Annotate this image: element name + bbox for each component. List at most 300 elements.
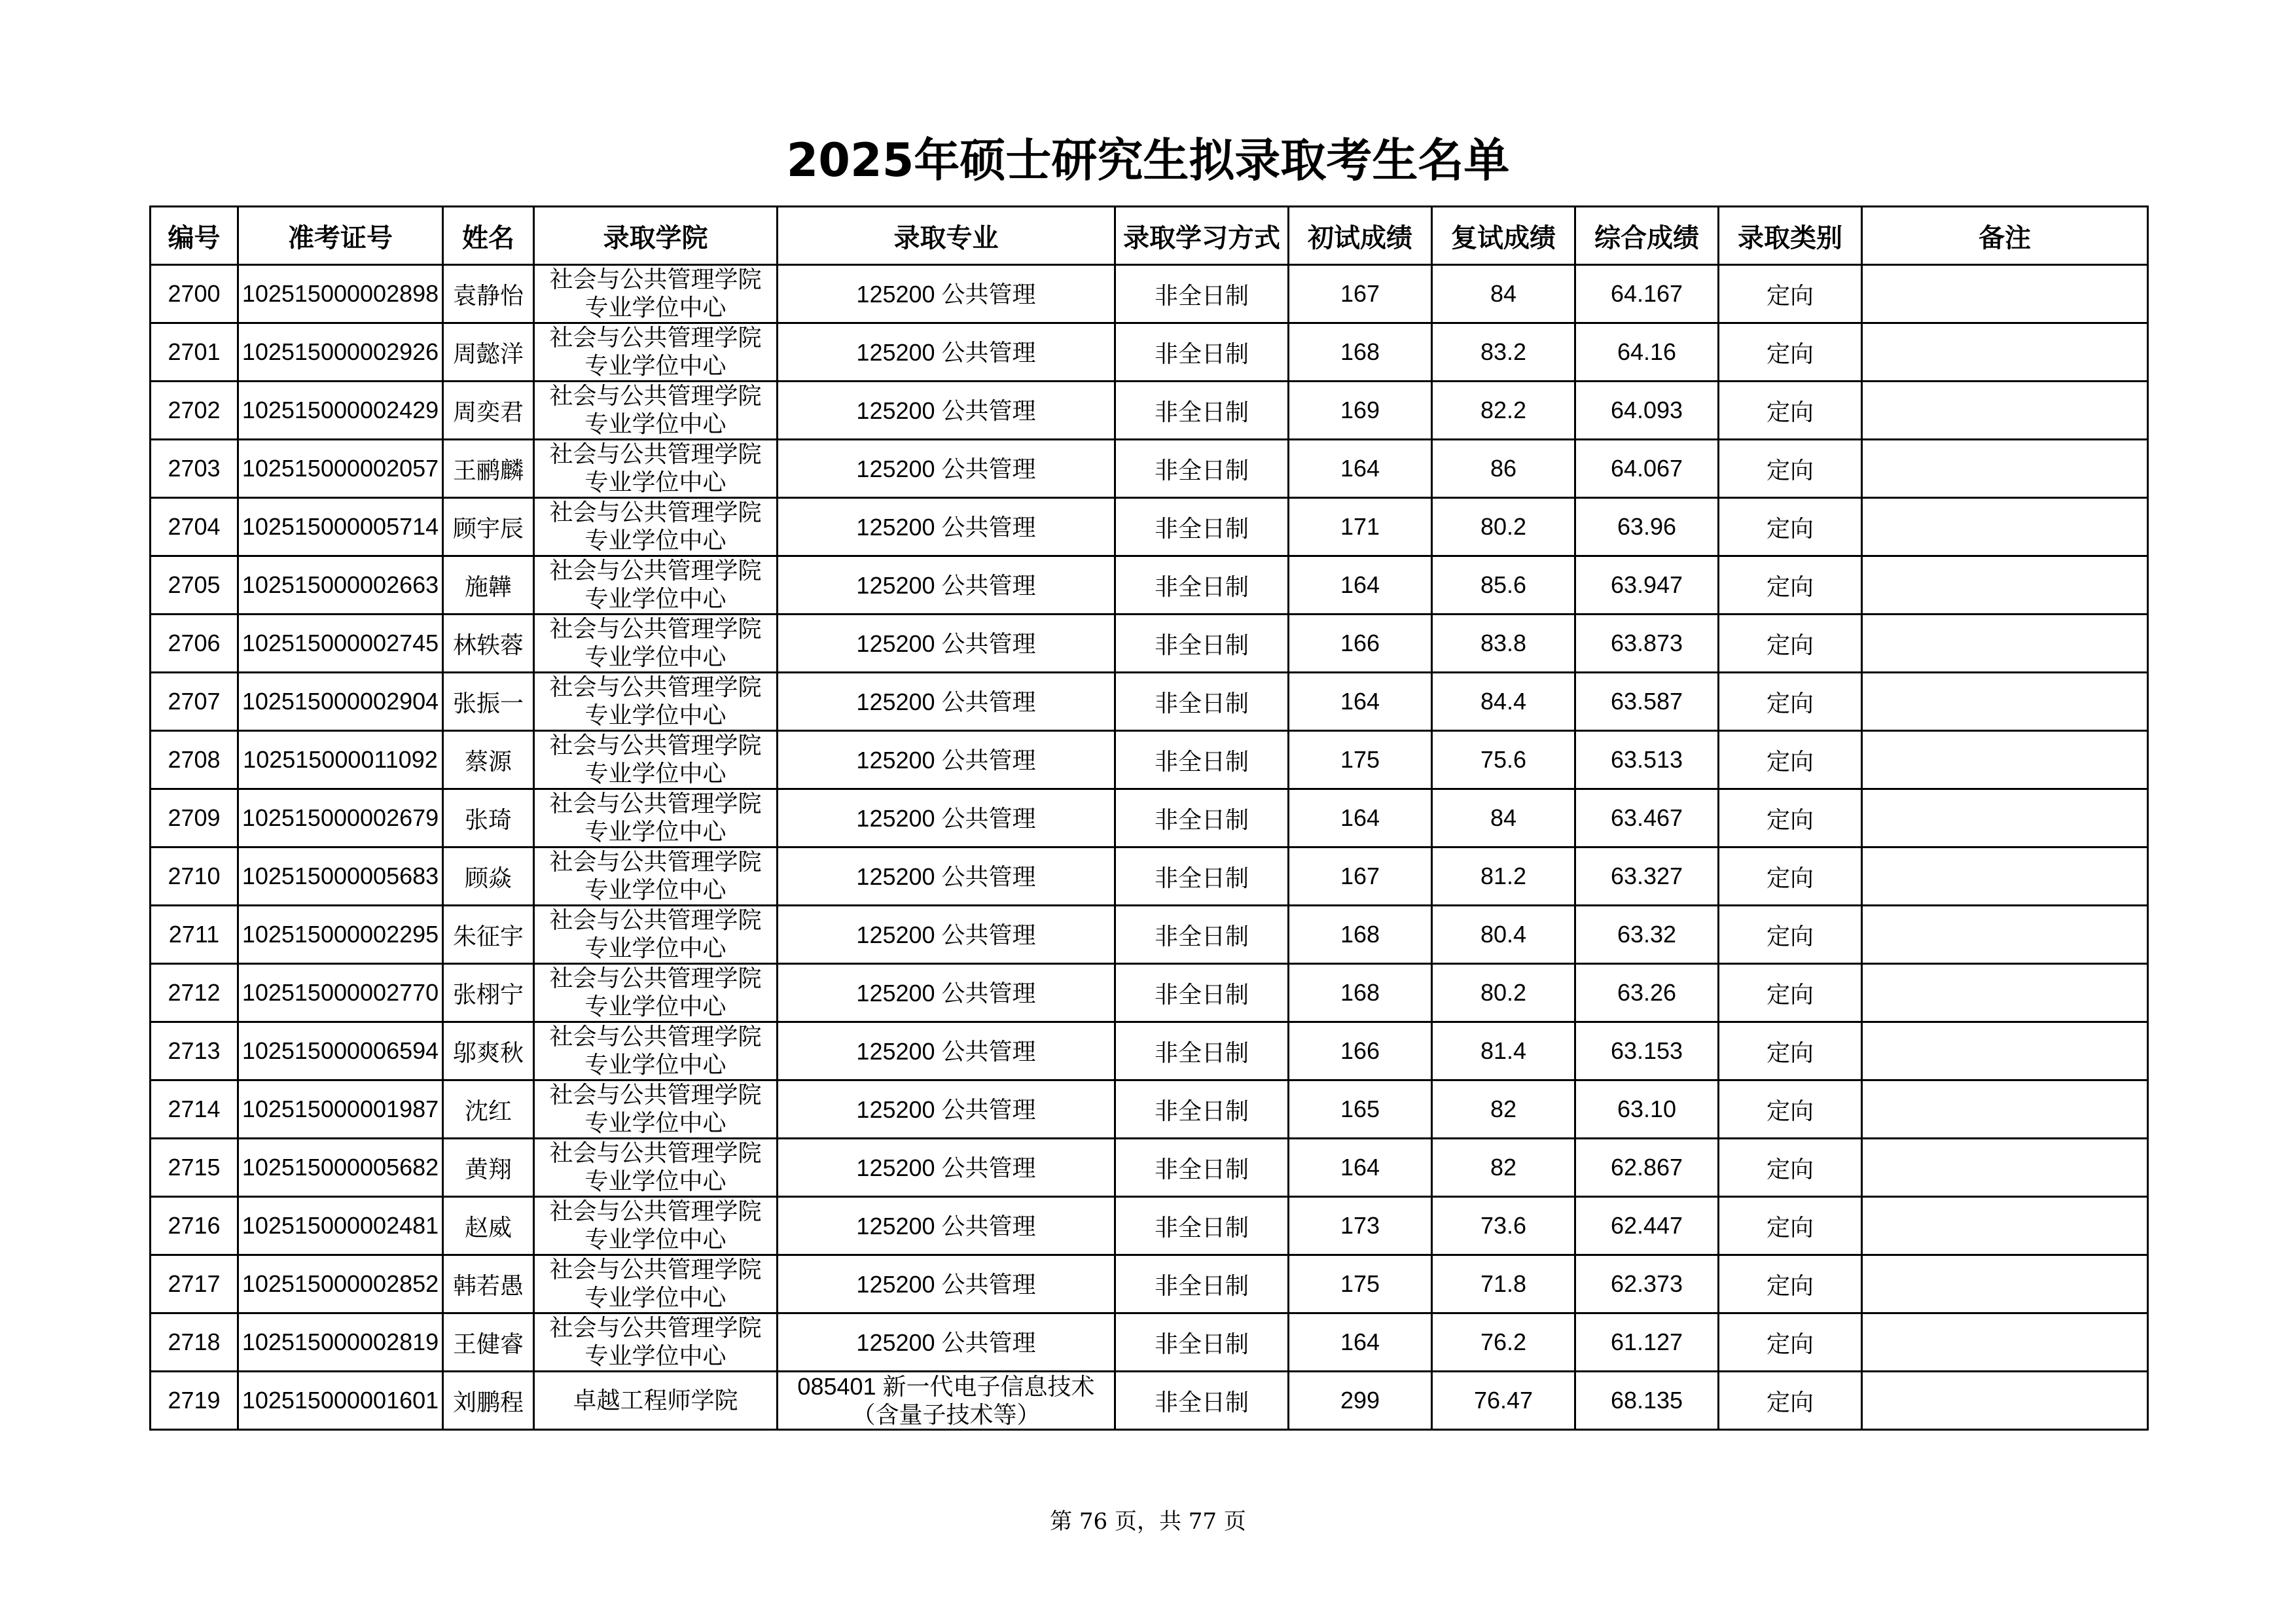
- cell-college: [534, 964, 778, 1022]
- college-text: 社会与公共管理学院: [549, 1024, 762, 1050]
- cell-college: [534, 556, 778, 615]
- major-text: 125200 公共管理: [856, 513, 1036, 541]
- cell-name: 沈红: [443, 1080, 534, 1139]
- cell-major: [778, 323, 1115, 382]
- cell-study-mode: 非全日制: [1115, 1080, 1289, 1139]
- college-text: 社会与公共管理学院: [549, 1140, 762, 1167]
- major-text: 125200 公共管理: [856, 804, 1036, 832]
- major-text: 085401 新一代电子信息技术: [797, 1373, 1095, 1400]
- cell-study-mode: 非全日制: [1115, 382, 1289, 440]
- cell-major: [778, 964, 1115, 1022]
- cell-initial-score: 299: [1289, 1372, 1432, 1430]
- table-row: [151, 265, 2148, 323]
- cell-name: 蔡源: [443, 731, 534, 789]
- cell-retest-score: 84: [1432, 265, 1575, 323]
- cell-remark: [1862, 1080, 2148, 1139]
- cell-remark: [1862, 673, 2148, 731]
- cell-remark: [1862, 556, 2148, 615]
- college-text: 社会与公共管理学院: [549, 965, 762, 992]
- cell-remark: [1862, 847, 2148, 906]
- college-text: 社会与公共管理学院: [549, 1315, 762, 1342]
- cell-initial-score: 175: [1289, 731, 1432, 789]
- cell-remark: [1862, 1313, 2148, 1372]
- cell-exam-id: 102515000001987: [238, 1080, 443, 1139]
- cell-name: 林轶蓉: [443, 615, 534, 673]
- cell-retest-score: 83.2: [1432, 323, 1575, 382]
- major-text: 125200 公共管理: [856, 1096, 1036, 1123]
- cell-no: 2702: [151, 382, 238, 440]
- table-row: [151, 556, 2148, 615]
- cell-total-score: 63.467: [1575, 789, 1719, 847]
- cell-no: 2712: [151, 964, 238, 1022]
- cell-exam-id: 102515000002898: [238, 265, 443, 323]
- cell-total-score: 63.153: [1575, 1022, 1719, 1080]
- cell-category: 定向: [1719, 1255, 1862, 1313]
- cell-college: [534, 1372, 778, 1430]
- cell-total-score: 62.867: [1575, 1139, 1719, 1197]
- cell-study-mode: 非全日制: [1115, 673, 1289, 731]
- cell-college: [534, 323, 778, 382]
- cell-college: [534, 1313, 778, 1372]
- cell-study-mode: 非全日制: [1115, 906, 1289, 964]
- cell-name: 张琦: [443, 789, 534, 847]
- cell-no: 2704: [151, 498, 238, 556]
- cell-major: [778, 1313, 1115, 1372]
- cell-college: [534, 1255, 778, 1313]
- cell-college: [534, 615, 778, 673]
- table-row: [151, 906, 2148, 964]
- cell-initial-score: 167: [1289, 265, 1432, 323]
- table-row: [151, 847, 2148, 906]
- cell-study-mode: 非全日制: [1115, 323, 1289, 382]
- cell-name: 赵威: [443, 1197, 534, 1255]
- cell-retest-score: 81.4: [1432, 1022, 1575, 1080]
- cell-remark: [1862, 265, 2148, 323]
- cell-category: 定向: [1719, 673, 1862, 731]
- cell-remark: [1862, 731, 2148, 789]
- cell-name: 王鹂麟: [443, 440, 534, 498]
- header-remark: 备注: [1862, 207, 2148, 265]
- major-text: 125200 公共管理: [856, 1270, 1036, 1298]
- cell-no: 2708: [151, 731, 238, 789]
- cell-exam-id: 102515000005682: [238, 1139, 443, 1197]
- header-exam-id: 准考证号: [238, 207, 443, 265]
- cell-study-mode: 非全日制: [1115, 556, 1289, 615]
- cell-retest-score: 80.2: [1432, 498, 1575, 556]
- major-text: 125200 公共管理: [856, 1329, 1036, 1356]
- cell-major: [778, 1255, 1115, 1313]
- cell-retest-score: 80.4: [1432, 906, 1575, 964]
- cell-remark: [1862, 1372, 2148, 1430]
- cell-study-mode: 非全日制: [1115, 964, 1289, 1022]
- cell-total-score: 64.093: [1575, 382, 1719, 440]
- cell-initial-score: 166: [1289, 1022, 1432, 1080]
- cell-major: [778, 1372, 1115, 1430]
- cell-category: 定向: [1719, 964, 1862, 1022]
- cell-exam-id: 102515000005683: [238, 847, 443, 906]
- college-text: 社会与公共管理学院: [549, 325, 762, 351]
- cell-total-score: 64.16: [1575, 323, 1719, 382]
- cell-remark: [1862, 498, 2148, 556]
- college-text: 专业学位中心: [584, 760, 726, 787]
- table-header-row: [151, 207, 2148, 265]
- cell-name: 王健睿: [443, 1313, 534, 1372]
- cell-exam-id: 102515000002057: [238, 440, 443, 498]
- college-text: 专业学位中心: [584, 411, 726, 438]
- cell-initial-score: 168: [1289, 323, 1432, 382]
- cell-no: 2711: [151, 906, 238, 964]
- cell-retest-score: 84.4: [1432, 673, 1575, 731]
- cell-initial-score: 164: [1289, 556, 1432, 615]
- cell-no: 2715: [151, 1139, 238, 1197]
- cell-category: 定向: [1719, 556, 1862, 615]
- cell-exam-id: 102515000002852: [238, 1255, 443, 1313]
- cell-study-mode: 非全日制: [1115, 440, 1289, 498]
- cell-category: 定向: [1719, 1022, 1862, 1080]
- cell-exam-id: 102515000002663: [238, 556, 443, 615]
- cell-college: [534, 789, 778, 847]
- table-row: [151, 1255, 2148, 1313]
- cell-category: 定向: [1719, 440, 1862, 498]
- cell-total-score: 63.947: [1575, 556, 1719, 615]
- college-text: 卓越工程师学院: [573, 1387, 738, 1414]
- table-row: [151, 1372, 2148, 1430]
- cell-no: 2713: [151, 1022, 238, 1080]
- cell-major: [778, 615, 1115, 673]
- cell-category: 定向: [1719, 1139, 1862, 1197]
- cell-exam-id: 102515000002481: [238, 1197, 443, 1255]
- college-text: 专业学位中心: [584, 527, 726, 554]
- cell-total-score: 63.26: [1575, 964, 1719, 1022]
- cell-retest-score: 75.6: [1432, 731, 1575, 789]
- cell-no: 2705: [151, 556, 238, 615]
- cell-no: 2717: [151, 1255, 238, 1313]
- cell-retest-score: 82: [1432, 1080, 1575, 1139]
- cell-total-score: 62.447: [1575, 1197, 1719, 1255]
- cell-no: 2703: [151, 440, 238, 498]
- major-text: 125200 公共管理: [856, 979, 1036, 1007]
- college-text: 社会与公共管理学院: [549, 558, 762, 584]
- cell-initial-score: 168: [1289, 964, 1432, 1022]
- cell-college: [534, 1080, 778, 1139]
- header-college: 录取学院: [534, 207, 778, 265]
- cell-total-score: 64.067: [1575, 440, 1719, 498]
- cell-college: [534, 1022, 778, 1080]
- cell-total-score: 62.373: [1575, 1255, 1719, 1313]
- cell-study-mode: 非全日制: [1115, 1255, 1289, 1313]
- cell-major: [778, 440, 1115, 498]
- major-text: 125200 公共管理: [856, 688, 1036, 715]
- cell-major: [778, 847, 1115, 906]
- major-text: 125200 公共管理: [856, 1212, 1036, 1240]
- cell-study-mode: 非全日制: [1115, 265, 1289, 323]
- cell-initial-score: 164: [1289, 1313, 1432, 1372]
- cell-initial-score: 165: [1289, 1080, 1432, 1139]
- major-text: （含量子技术等）: [852, 1401, 1041, 1428]
- college-text: 专业学位中心: [584, 993, 726, 1020]
- college-text: 社会与公共管理学院: [549, 266, 762, 293]
- major-text: 125200 公共管理: [856, 921, 1036, 948]
- cell-total-score: 63.327: [1575, 847, 1719, 906]
- cell-retest-score: 82.2: [1432, 382, 1575, 440]
- major-text: 125200 公共管理: [856, 863, 1036, 890]
- college-text: 社会与公共管理学院: [549, 1082, 762, 1109]
- cell-major: [778, 731, 1115, 789]
- cell-no: 2710: [151, 847, 238, 906]
- cell-category: 定向: [1719, 789, 1862, 847]
- college-text: 社会与公共管理学院: [549, 441, 762, 468]
- college-text: 社会与公共管理学院: [549, 849, 762, 876]
- header-major: 录取专业: [778, 207, 1115, 265]
- admission-table: [149, 205, 2149, 1431]
- cell-initial-score: 168: [1289, 906, 1432, 964]
- cell-college: [534, 1139, 778, 1197]
- cell-retest-score: 83.8: [1432, 615, 1575, 673]
- cell-retest-score: 76.2: [1432, 1313, 1575, 1372]
- cell-major: [778, 1139, 1115, 1197]
- cell-study-mode: 非全日制: [1115, 1022, 1289, 1080]
- college-text: 专业学位中心: [584, 1285, 726, 1311]
- college-text: 专业学位中心: [584, 1052, 726, 1079]
- college-text: 社会与公共管理学院: [549, 1198, 762, 1225]
- cell-remark: [1862, 323, 2148, 382]
- table-row: [151, 1197, 2148, 1255]
- college-text: 专业学位中心: [584, 1168, 726, 1195]
- cell-major: [778, 673, 1115, 731]
- cell-exam-id: 102515000002819: [238, 1313, 443, 1372]
- cell-initial-score: 166: [1289, 615, 1432, 673]
- cell-college: [534, 498, 778, 556]
- cell-no: 2714: [151, 1080, 238, 1139]
- header-total-score: 综合成绩: [1575, 207, 1719, 265]
- college-text: 专业学位中心: [584, 819, 726, 846]
- cell-initial-score: 164: [1289, 1139, 1432, 1197]
- cell-remark: [1862, 440, 2148, 498]
- major-text: 125200 公共管理: [856, 1037, 1036, 1065]
- cell-college: [534, 906, 778, 964]
- cell-retest-score: 80.2: [1432, 964, 1575, 1022]
- major-text: 125200 公共管理: [856, 338, 1036, 366]
- major-text: 125200 公共管理: [856, 1154, 1036, 1181]
- cell-exam-id: 102515000002770: [238, 964, 443, 1022]
- cell-initial-score: 164: [1289, 440, 1432, 498]
- cell-study-mode: 非全日制: [1115, 498, 1289, 556]
- cell-total-score: 63.873: [1575, 615, 1719, 673]
- cell-initial-score: 175: [1289, 1255, 1432, 1313]
- cell-no: 2707: [151, 673, 238, 731]
- college-text: 专业学位中心: [584, 877, 726, 904]
- cell-study-mode: 非全日制: [1115, 615, 1289, 673]
- header-study-mode: 录取学习方式: [1115, 207, 1289, 265]
- table-row: [151, 323, 2148, 382]
- cell-retest-score: 84: [1432, 789, 1575, 847]
- cell-exam-id: 102515000002745: [238, 615, 443, 673]
- cell-retest-score: 73.6: [1432, 1197, 1575, 1255]
- college-text: 专业学位中心: [584, 1343, 726, 1370]
- table-row: [151, 789, 2148, 847]
- cell-retest-score: 85.6: [1432, 556, 1575, 615]
- cell-college: [534, 1197, 778, 1255]
- major-text: 125200 公共管理: [856, 571, 1036, 599]
- college-text: 社会与公共管理学院: [549, 1257, 762, 1283]
- cell-total-score: 63.513: [1575, 731, 1719, 789]
- cell-exam-id: 102515000011092: [238, 731, 443, 789]
- college-text: 专业学位中心: [584, 353, 726, 380]
- cell-exam-id: 102515000001601: [238, 1372, 443, 1430]
- cell-retest-score: 82: [1432, 1139, 1575, 1197]
- cell-study-mode: 非全日制: [1115, 789, 1289, 847]
- cell-name: 朱征宇: [443, 906, 534, 964]
- cell-initial-score: 169: [1289, 382, 1432, 440]
- cell-major: [778, 789, 1115, 847]
- cell-name: 韩若愚: [443, 1255, 534, 1313]
- major-text: 125200 公共管理: [856, 746, 1036, 774]
- cell-major: [778, 265, 1115, 323]
- college-text: 社会与公共管理学院: [549, 732, 762, 759]
- cell-total-score: 68.135: [1575, 1372, 1719, 1430]
- cell-total-score: 63.10: [1575, 1080, 1719, 1139]
- cell-category: 定向: [1719, 1197, 1862, 1255]
- college-text: 专业学位中心: [584, 702, 726, 729]
- cell-category: 定向: [1719, 382, 1862, 440]
- table-row: [151, 1080, 2148, 1139]
- cell-remark: [1862, 1197, 2148, 1255]
- table-row: [151, 498, 2148, 556]
- cell-major: [778, 556, 1115, 615]
- cell-retest-score: 81.2: [1432, 847, 1575, 906]
- cell-no: 2701: [151, 323, 238, 382]
- table-row: [151, 673, 2148, 731]
- page-title: 2025年硕士研究生拟录取考生名单: [786, 134, 1510, 187]
- cell-college: [534, 440, 778, 498]
- table-row: [151, 1313, 2148, 1372]
- cell-remark: [1862, 906, 2148, 964]
- college-text: 社会与公共管理学院: [549, 383, 762, 410]
- college-text: 专业学位中心: [584, 935, 726, 962]
- cell-no: 2719: [151, 1372, 238, 1430]
- table-body: [151, 265, 2148, 1430]
- cell-remark: [1862, 615, 2148, 673]
- cell-college: [534, 382, 778, 440]
- cell-initial-score: 164: [1289, 789, 1432, 847]
- college-text: 专业学位中心: [584, 644, 726, 671]
- cell-remark: [1862, 789, 2148, 847]
- cell-total-score: 61.127: [1575, 1313, 1719, 1372]
- cell-exam-id: 102515000002429: [238, 382, 443, 440]
- cell-exam-id: 102515000006594: [238, 1022, 443, 1080]
- cell-remark: [1862, 964, 2148, 1022]
- cell-no: 2709: [151, 789, 238, 847]
- table-row: [151, 382, 2148, 440]
- cell-remark: [1862, 1139, 2148, 1197]
- cell-category: 定向: [1719, 1080, 1862, 1139]
- major-text: 125200 公共管理: [856, 455, 1036, 482]
- cell-name: 顾焱: [443, 847, 534, 906]
- cell-name: 刘鹏程: [443, 1372, 534, 1430]
- cell-retest-score: 71.8: [1432, 1255, 1575, 1313]
- table-row: [151, 731, 2148, 789]
- cell-total-score: 63.32: [1575, 906, 1719, 964]
- cell-category: 定向: [1719, 615, 1862, 673]
- cell-study-mode: 非全日制: [1115, 1197, 1289, 1255]
- cell-category: 定向: [1719, 323, 1862, 382]
- cell-no: 2700: [151, 265, 238, 323]
- cell-college: [534, 673, 778, 731]
- college-text: 社会与公共管理学院: [549, 791, 762, 817]
- cell-exam-id: 102515000005714: [238, 498, 443, 556]
- cell-name: 张栩宁: [443, 964, 534, 1022]
- header-no: 编号: [151, 207, 238, 265]
- cell-major: [778, 1080, 1115, 1139]
- cell-name: 黄翔: [443, 1139, 534, 1197]
- cell-exam-id: 102515000002295: [238, 906, 443, 964]
- cell-category: 定向: [1719, 498, 1862, 556]
- cell-category: 定向: [1719, 265, 1862, 323]
- cell-retest-score: 76.47: [1432, 1372, 1575, 1430]
- cell-category: 定向: [1719, 731, 1862, 789]
- cell-exam-id: 102515000002904: [238, 673, 443, 731]
- cell-total-score: 63.587: [1575, 673, 1719, 731]
- cell-remark: [1862, 382, 2148, 440]
- table-row: [151, 1022, 2148, 1080]
- cell-initial-score: 173: [1289, 1197, 1432, 1255]
- cell-college: [534, 731, 778, 789]
- cell-category: 定向: [1719, 906, 1862, 964]
- table-row: [151, 1139, 2148, 1197]
- cell-no: 2718: [151, 1313, 238, 1372]
- college-text: 专业学位中心: [584, 1110, 726, 1137]
- cell-retest-score: 86: [1432, 440, 1575, 498]
- cell-name: 周奕君: [443, 382, 534, 440]
- cell-college: [534, 265, 778, 323]
- header-category: 录取类别: [1719, 207, 1862, 265]
- cell-major: [778, 1197, 1115, 1255]
- cell-study-mode: 非全日制: [1115, 731, 1289, 789]
- page-footer: 第 76 页，共 77 页: [1050, 1508, 1246, 1535]
- major-text: 125200 公共管理: [856, 630, 1036, 657]
- cell-name: 邬爽秋: [443, 1022, 534, 1080]
- cell-exam-id: 102515000002926: [238, 323, 443, 382]
- cell-major: [778, 382, 1115, 440]
- header-retest-score: 复试成绩: [1432, 207, 1575, 265]
- cell-initial-score: 167: [1289, 847, 1432, 906]
- major-text: 125200 公共管理: [856, 397, 1036, 424]
- cell-name: 袁静怡: [443, 265, 534, 323]
- cell-exam-id: 102515000002679: [238, 789, 443, 847]
- college-text: 社会与公共管理学院: [549, 616, 762, 643]
- cell-study-mode: 非全日制: [1115, 1313, 1289, 1372]
- cell-name: 张振一: [443, 673, 534, 731]
- cell-remark: [1862, 1022, 2148, 1080]
- table-row: [151, 964, 2148, 1022]
- header-initial-score: 初试成绩: [1289, 207, 1432, 265]
- table-row: [151, 615, 2148, 673]
- table-row: [151, 440, 2148, 498]
- cell-name: 施韡: [443, 556, 534, 615]
- college-text: 专业学位中心: [584, 469, 726, 496]
- cell-total-score: 63.96: [1575, 498, 1719, 556]
- cell-initial-score: 164: [1289, 673, 1432, 731]
- college-text: 社会与公共管理学院: [549, 499, 762, 526]
- cell-name: 周懿洋: [443, 323, 534, 382]
- cell-name: 顾宇辰: [443, 498, 534, 556]
- cell-category: 定向: [1719, 1313, 1862, 1372]
- header-name: 姓名: [443, 207, 534, 265]
- cell-major: [778, 906, 1115, 964]
- college-text: 社会与公共管理学院: [549, 674, 762, 701]
- college-text: 专业学位中心: [584, 586, 726, 613]
- cell-remark: [1862, 1255, 2148, 1313]
